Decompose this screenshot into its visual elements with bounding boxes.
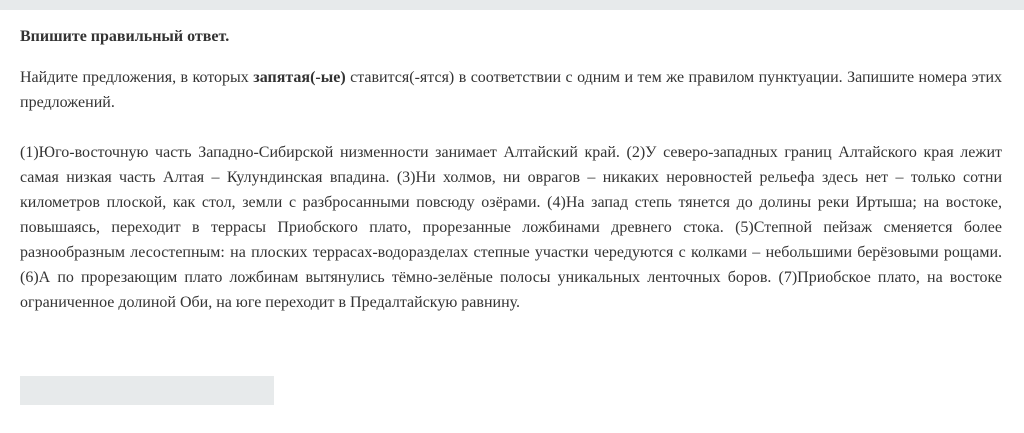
task-text-part1: Найдите предложения, в которых	[20, 69, 254, 86]
task-text-part2: ставится(-ятся) в соответствии с одним и тем же правилом пунктуации. Запишите номера этих предложений.	[20, 69, 1003, 111]
task-description	[20, 65, 1002, 115]
task-text-bold: запятая(-ые)	[253, 69, 346, 86]
question-content	[20, 26, 1002, 315]
top-bar	[0, 0, 1024, 10]
answer-input[interactable]	[20, 376, 274, 405]
source-text: (1)Юго-восточную часть Западно-Сибирской низменности занимает Алтайский край. (2)У северо-западных границ Алтайского края лежит самая низкая часть Алтая – Кулундинская впадина. (3)Ни холмов, ни оврагов – никаких неровностей рельефа здесь нет – только сотни километров плоской, как стол, земли с разбросанными повсюду озёрами. (4)На запад степь тянется до долины реки Иртыша; на востоке, повышаясь, переходит в террасы Приобского плато, прорезанные ложбинами древнего стока. (5)Степной пейзаж сменяется более разнообразным лесостепным: на плоских террасах-водоразделах степные участки чередуются с колками – небольшими берёзовыми рощами. (6)А по прорезающим плато ложбинам вытянулись тёмно-зелёные полосы уникальных ленточных боров. (7)Приобское плато, на востоке ограниченное долиной Оби, на юге переходит в Предалтайскую равнину.	[20, 144, 1002, 311]
instruction-heading: Впишите правильный ответ.	[20, 28, 230, 45]
